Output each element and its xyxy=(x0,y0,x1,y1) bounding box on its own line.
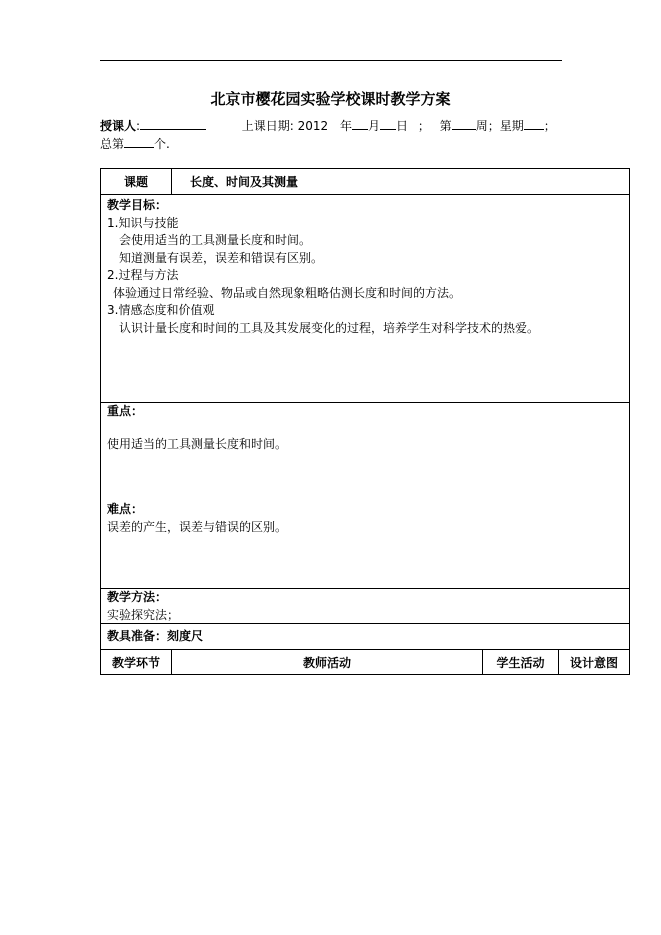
objective-line: 3.情感态度和价值观 xyxy=(107,303,215,317)
column-header: 设计意图 xyxy=(569,655,618,670)
topic-value: 长度、时间及其测量 xyxy=(190,175,299,189)
objective-line: 1.知识与技能 xyxy=(107,215,179,230)
objective-line: 体验通过日常经验、物品或自然现象粗略估测长度和时间的方法。 xyxy=(113,285,462,300)
objective-line: 2.过程与方法 xyxy=(107,268,179,282)
week-blank xyxy=(452,118,476,130)
tools-label: 教具准备：刻度尺 xyxy=(107,629,204,643)
day-label: 日 xyxy=(395,119,408,133)
key-points-section xyxy=(101,403,629,589)
column-header: 教学环节 xyxy=(101,650,172,674)
difficulty-text: 误差的产生，误差与错误的区别。 xyxy=(107,519,288,534)
weekday-blank xyxy=(524,118,544,130)
total-suffix: 个. xyxy=(154,137,170,151)
column-header: 学生活动 xyxy=(483,650,559,674)
topic-label: 课题 xyxy=(101,169,172,194)
separator: ； xyxy=(417,119,430,133)
method-heading: 教学方法： xyxy=(107,590,168,604)
key-points-text: 使用适当的工具测量长度和时间。 xyxy=(107,436,288,451)
objectives-section xyxy=(101,195,629,403)
method-text: 实验探究法； xyxy=(107,607,180,622)
total-prefix: 总第 xyxy=(100,137,125,151)
topic-row xyxy=(101,169,629,195)
objective-line: 认识计量长度和时间的工具及其发展变化的过程，培养学生对科学技术的热爱。 xyxy=(119,320,540,335)
separator: ； xyxy=(543,119,556,133)
info-line-1: 授课人: 上课日期: 2012 年 月 日 ； 第 周；星期 ； xyxy=(100,119,556,133)
day-blank xyxy=(380,118,396,130)
top-rule xyxy=(100,60,562,61)
teacher-label: 授课人 xyxy=(100,119,137,133)
teacher-blank xyxy=(140,118,206,130)
year-label: 年 xyxy=(339,119,352,133)
table-header-row xyxy=(101,650,629,674)
month-blank xyxy=(352,118,368,130)
column-header: 教师活动 xyxy=(172,650,483,674)
objective-line: 知道测量有误差，误差和错误有区别。 xyxy=(119,250,324,265)
month-label: 月 xyxy=(367,119,380,133)
week-prefix: 第 xyxy=(439,119,452,133)
info-line-2 xyxy=(100,135,170,152)
page-title: 北京市樱花园实验学校课时教学方案 xyxy=(210,90,451,108)
method-section xyxy=(101,589,629,624)
objectives-heading: 教学目标： xyxy=(107,198,168,212)
lesson-plan-table xyxy=(100,168,630,675)
objective-line: 会使用适当的工具测量长度和时间。 xyxy=(119,233,312,247)
week-suffix: 周；星期 xyxy=(475,119,524,133)
total-blank xyxy=(124,136,154,148)
difficulty-heading: 难点： xyxy=(107,502,144,516)
key-points-heading: 重点： xyxy=(107,404,144,418)
date-label: 上课日期: 2012 xyxy=(241,119,329,133)
tools-section xyxy=(101,624,629,650)
